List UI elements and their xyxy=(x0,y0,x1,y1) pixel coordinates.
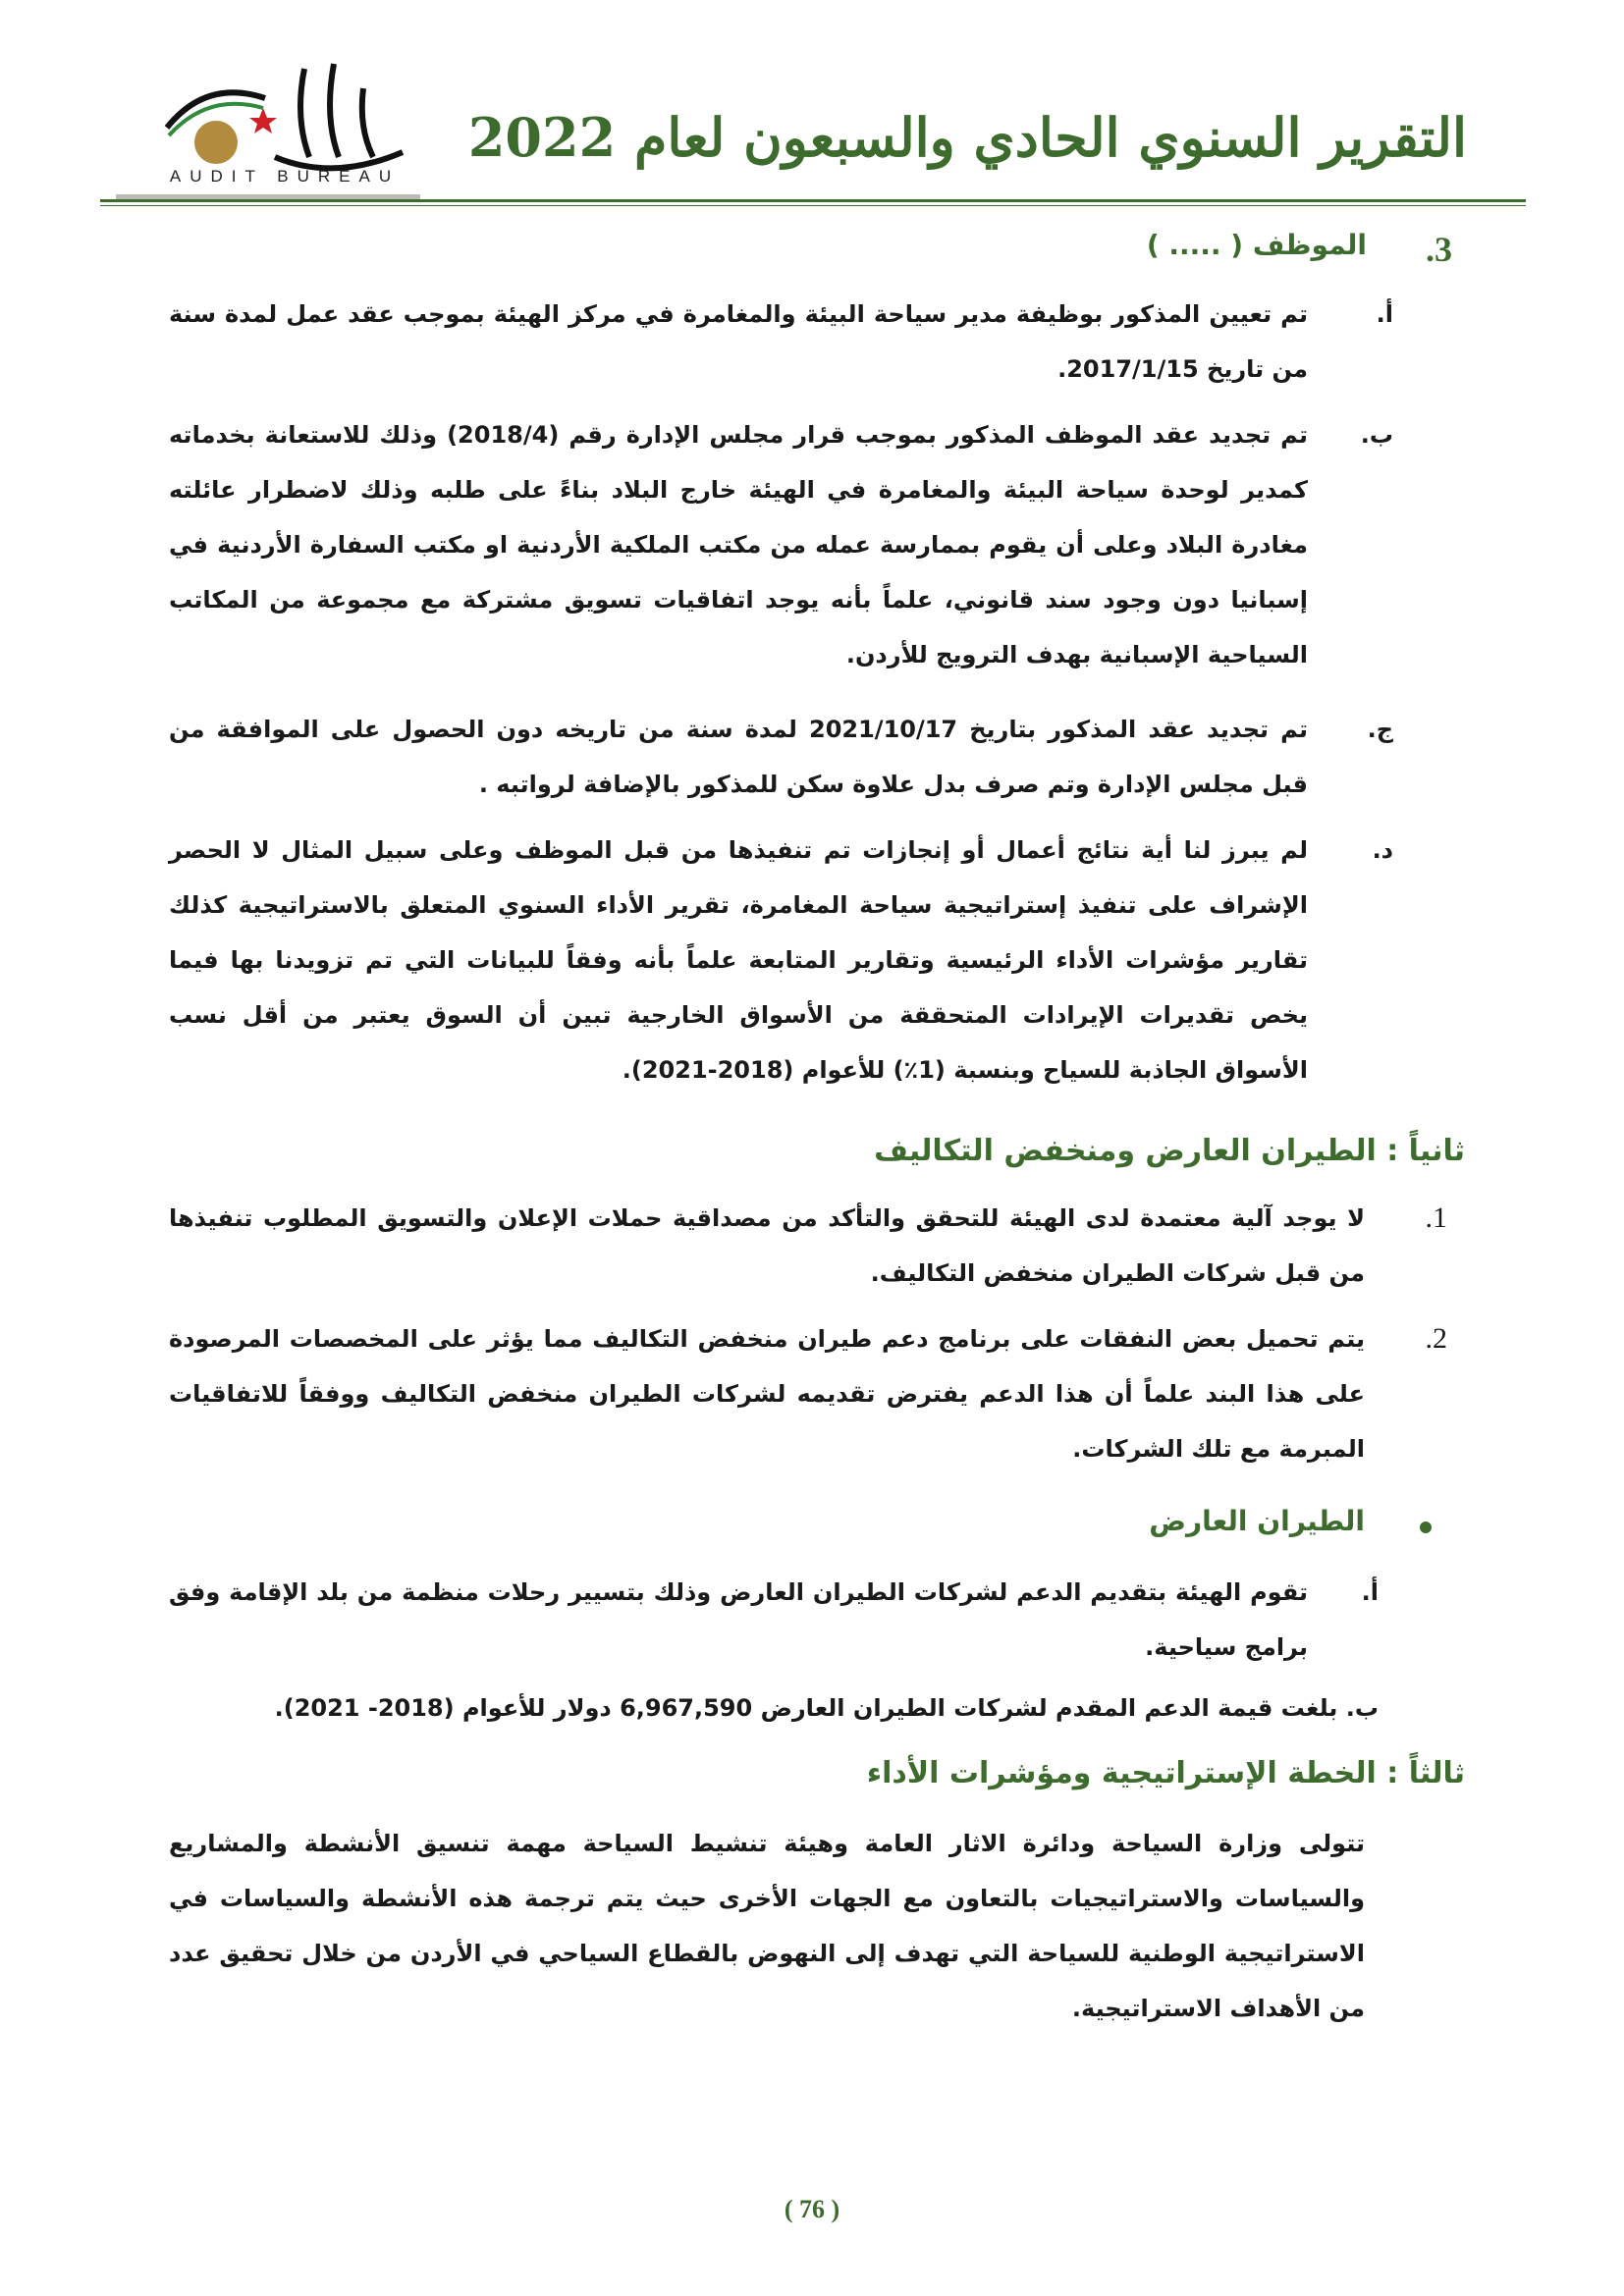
subheading: الطيران العارض xyxy=(1149,1505,1365,1537)
logo-english-text: AUDIT BUREAU xyxy=(169,167,401,186)
section-number: .3 xyxy=(1426,230,1452,269)
bullet-icon xyxy=(1420,1522,1432,1533)
section-heading: الموظف ( ..... ) xyxy=(1146,229,1367,261)
report-title: التقرير السنوي الحادي والسبعون لعام 2022 xyxy=(467,106,1467,169)
list-item: يتم تحميل بعض النفقات على برنامج دعم طيران منخفض التكاليف مما يؤثر على المخصصات المرصودة على هذا البند علماً أن هذا الدعم يفترض تقديمه لشركات الطيران منخفض التكاليف ووفقاً للاتفاقيات المبرمة مع تلك الشركات. xyxy=(169,1325,1365,1463)
item-marker: د. xyxy=(1372,836,1393,864)
item-marker: أ. xyxy=(1376,300,1393,328)
item-marker: .1 xyxy=(1425,1201,1447,1234)
item-marker: ج. xyxy=(1367,716,1393,743)
list-item: تم تعيين المذكور بوظيفة مدير سياحة البيئة والمغامرة في مركز الهيئة بموجب عقد عمل لمدة سنة من تاريخ 2017/1/15. xyxy=(169,300,1308,383)
item-marker: أ. xyxy=(1361,1578,1379,1606)
header-rule xyxy=(100,199,1526,202)
page-number: ( 76 ) xyxy=(784,2195,840,2223)
paragraph: تتولى وزارة السياحة ودائرة الاثار العامة وهيئة تنشيط السياحة مهمة تنسيق الأنشطة والمشاريع والسياسات والاستراتيجيات بالتعاون مع الجهات الأخرى حيث يتم ترجمة هذه الأنشطة والسياسات في الاستراتيجية الوطنية للسياحة التي تهدف إلى النهوض بالقطاع السياحي في الأردن من خلال تحقيق عدد من الأهداف الاستراتيجية. xyxy=(169,1830,1365,2022)
list-item: لم يبرز لنا أية نتائج أعمال أو إنجازات تم تنفيذها من قبل الموظف وعلى سبيل المثال لا الحصر الإشراف على تنفيذ إستراتيجية سياحة المغامرة، تقرير الأداء السنوي المتعلق بالاستراتيجية كذلك تقارير مؤشرات الأداء الرئيسية وتقارير المتابعة علماً بأنه وفقاً للبيانات التي تم تزويدنا بها فيما يخص تقديرات الإيرادات المتحققة من الأسواق الخارجية تبين أن السوق يعتبر من أقل نسب الأسواق الجاذبة للسياح وبنسبة (1٪) للأعوام (2018-2021). xyxy=(169,836,1308,1084)
list-item xyxy=(161,1681,1379,1735)
section-heading: ثانياً : الطيران العارض ومنخفض التكاليف xyxy=(874,1134,1465,1168)
item-marker: ب. xyxy=(1360,421,1393,449)
list-item: تقوم الهيئة بتقديم الدعم لشركات الطيران العارض وذلك بتسيير رحلات منظمة من بلد الإقامة وفق برامج سياحية. xyxy=(169,1578,1308,1661)
list-item: تم تجديد عقد المذكور بتاريخ 2021/10/17 لمدة سنة من تاريخه دون الحصول على الموافقة من قبل مجلس الإدارة وتم صرف بدل علاوة سكن للمذكور بالإضافة لرواتبه . xyxy=(169,716,1308,798)
item-marker: ب. xyxy=(1345,1694,1379,1722)
item-marker: .2 xyxy=(1425,1322,1447,1355)
list-item-text: بلغت قيمة الدعم المقدم لشركات الطيران العارض 6,967,590 دولار للأعوام (2018- 2021). xyxy=(274,1694,1338,1722)
list-item: تم تجديد عقد الموظف المذكور بموجب قرار مجلس الإدارة رقم (2018/4) وذلك للاستعانة بخدماته كمدير لوحدة سياحة البيئة والمغامرة في الهيئة خارج البلاد بناءً على طلبه وذلك لاضطرار عائلته مغادرة البلاد وعلى أن يقوم بممارسة عمله من مكتب الملكية الأردنية او مكتب السفارة الأردنية في إسبانيا دون وجود سند قانوني، علماً بأنه يوجد اتفاقيات تسويق مشتركة مع مجموعة من المكاتب السياحية الإسبانية بهدف الترويج للأردن. xyxy=(169,421,1309,668)
header-rule-thin xyxy=(100,205,1526,206)
section-heading: ثالثاً : الخطة الإستراتيجية ومؤشرات الأداء xyxy=(866,1756,1465,1790)
list-item: لا يوجد آلية معتمدة لدى الهيئة للتحقق والتأكد من مصداقية حملات الإعلان والتسويق المطلوب تنفيذها من قبل شركات الطيران منخفض التكاليف. xyxy=(169,1204,1365,1287)
